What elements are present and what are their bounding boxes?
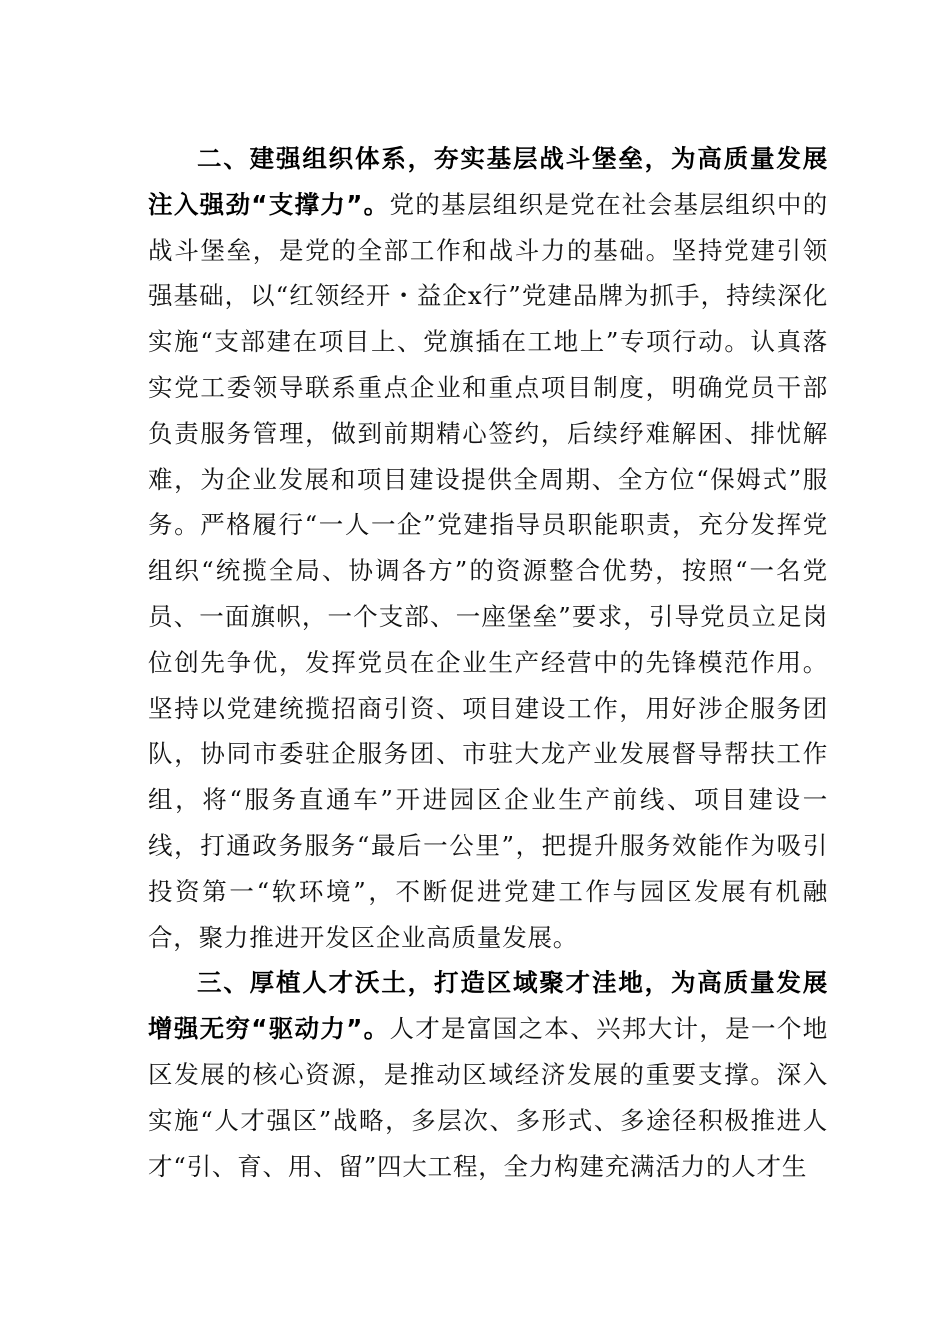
paragraph-talent-cultivation [148,960,828,1189]
paragraph-organization-system [148,136,828,960]
paragraph-body: 党的基层组织是党在社会基层组织中的战斗堡垒，是党的全部工作和战斗力的基础。坚持党建引领强基础，以“红领经开・益企x行”党建品牌为抓手，持续深化实施“支部建在项目上、党旗插在工地上”专项行动。认真落实党工委领导联系重点企业和重点项目制度，明确党员干部负责服务管理，做到前期精心签约，后续纾难解困、排忧解难，为企业发展和项目建设提供全周期、全方位“保姆式”服务。严格履行“一人一企”党建指导员职能职责，充分发挥党组织“统揽全局、协调各方”的资源整合优势，按照“一名党员、一面旗帜，一个支部、一座堡垒”要求，引导党员立足岗位创先争优，发挥党员在企业生产经营中的先锋模范作用。坚持以党建统揽招商引资、项目建设工作，用好涉企服务团队，协同市委驻企服务团、市驻大龙产业发展督导帮扶工作组，将“服务直通车”开进园区企业生产前线、项目建设一线，打通政务服务“最后一公里”，把提升服务效能作为吸引投资第一“软环境”，不断促进党建工作与园区发展有机融合，聚力推进开发区企业高质量发展。 [148,189,828,952]
paragraph-body: 人才是富国之本、兴邦大计，是一个地区发展的核心资源，是推动区域经济发展的重要支撑。深入实施“人才强区”战略，多层次、多形式、多途径积极推进人才“引、育、用、留”四大工程，全力构建充满活力的人才生 [148,1014,828,1181]
document-page [148,136,828,1189]
paragraph-heading: 三、厚植人才沃土，打造区域聚才洼地，为高质量发展增强无穷“驱动力”。 [148,968,828,1044]
paragraph-heading: 二、建强组织体系，夯实基层战斗堡垒，为高质量发展注入强劲“支撑力”。 [148,144,828,219]
